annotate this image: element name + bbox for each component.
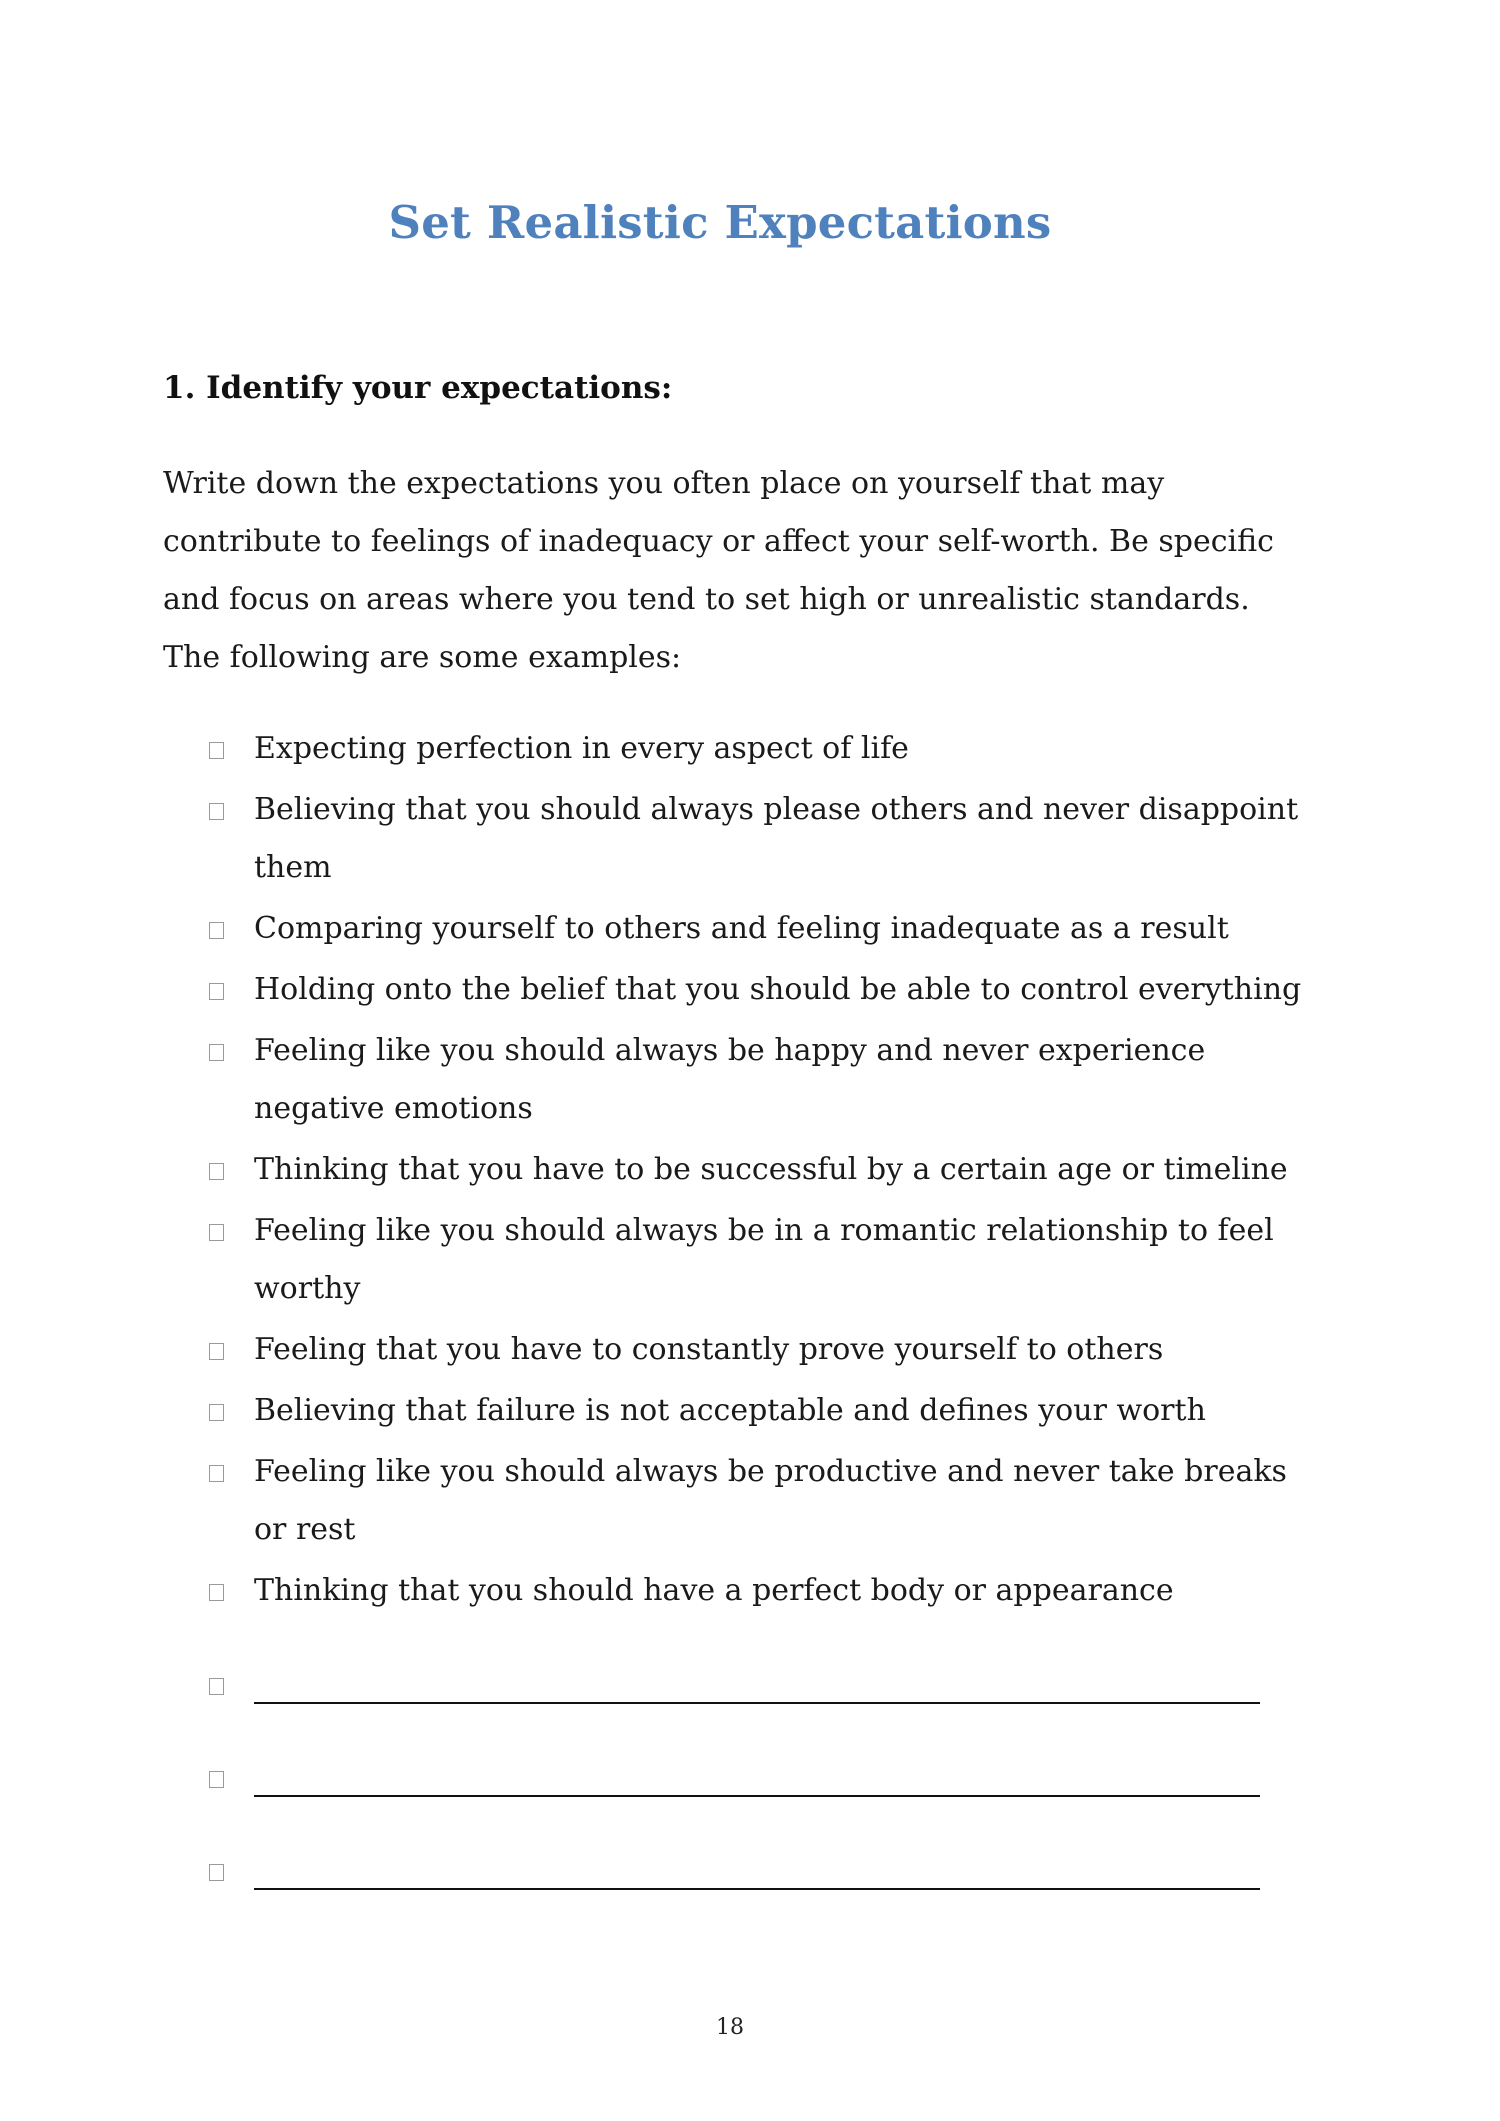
checklist-item [0, 1022, 1304, 1138]
checkbox[interactable] [209, 742, 224, 759]
checklist-item [0, 1443, 1304, 1559]
checklist-item-label: Believing that failure is not acceptable and defines your worth [254, 1393, 1206, 1428]
checkbox[interactable] [209, 1404, 224, 1421]
checkbox[interactable] [209, 922, 224, 939]
write-in-line[interactable] [254, 1888, 1260, 1890]
checkbox[interactable] [209, 1163, 224, 1180]
checkbox[interactable] [209, 1224, 224, 1241]
blank-entries-list [0, 1660, 1500, 1939]
checklist-item [0, 1382, 1304, 1440]
checklist-item-label: Thinking that you have to be successful by a certain age or timeline [254, 1152, 1288, 1187]
checkbox[interactable] [209, 1044, 224, 1061]
checkbox[interactable] [209, 1771, 224, 1788]
checklist-item-label: Holding onto the belief that you should be able to control everything [254, 972, 1302, 1007]
checklist-item-label: Comparing yourself to others and feeling inadequate as a result [254, 911, 1229, 946]
checkbox[interactable] [209, 983, 224, 1000]
checklist-item [0, 1562, 1304, 1620]
checklist-item [0, 720, 1304, 778]
checkbox[interactable] [209, 1584, 224, 1601]
checklist-item-label: Expecting perfection in every aspect of life [254, 731, 909, 766]
checkbox[interactable] [209, 1864, 224, 1881]
checklist-item [0, 1321, 1304, 1379]
expectations-checklist [0, 720, 1500, 1623]
checkbox[interactable] [209, 1343, 224, 1360]
write-in-line[interactable] [254, 1702, 1260, 1704]
checklist-item [0, 1141, 1304, 1199]
blank-entry [0, 1753, 1500, 1846]
checklist-item [0, 1202, 1304, 1318]
checkbox[interactable] [209, 1678, 224, 1695]
checklist-item [0, 961, 1304, 1019]
checklist-item-label: Feeling like you should always be happy and never experience negative emotions [254, 1033, 1206, 1126]
checklist-item-label: Thinking that you should have a perfect body or appearance [254, 1573, 1174, 1608]
write-in-line[interactable] [254, 1795, 1260, 1797]
checklist-item-label: Feeling that you have to constantly prove yourself to others [254, 1332, 1164, 1367]
page-number: 18 [716, 2015, 744, 2040]
section-heading: 1. Identify your expectations: [163, 370, 673, 406]
checklist-item [0, 900, 1304, 958]
blank-entry [0, 1846, 1500, 1939]
blank-entry [0, 1660, 1500, 1753]
checkbox[interactable] [209, 803, 224, 820]
checklist-item-label: Feeling like you should always be in a romantic relationship to feel worthy [254, 1213, 1274, 1306]
checklist-item-label: Feeling like you should always be productive and never take breaks or rest [254, 1454, 1287, 1547]
checkbox[interactable] [209, 1465, 224, 1482]
intro-paragraph: Write down the expectations you often place on yourself that may contribute to feelings of inadequacy or affect your self-worth. Be specific and focus on areas where you tend to set high or unrealistic standards. The following are some examples: [163, 466, 1274, 675]
checklist-item [0, 781, 1304, 897]
page-title: Set Realistic Expectations [388, 196, 1052, 249]
checklist-item-label: Believing that you should always please others and never disappoint them [254, 792, 1299, 885]
